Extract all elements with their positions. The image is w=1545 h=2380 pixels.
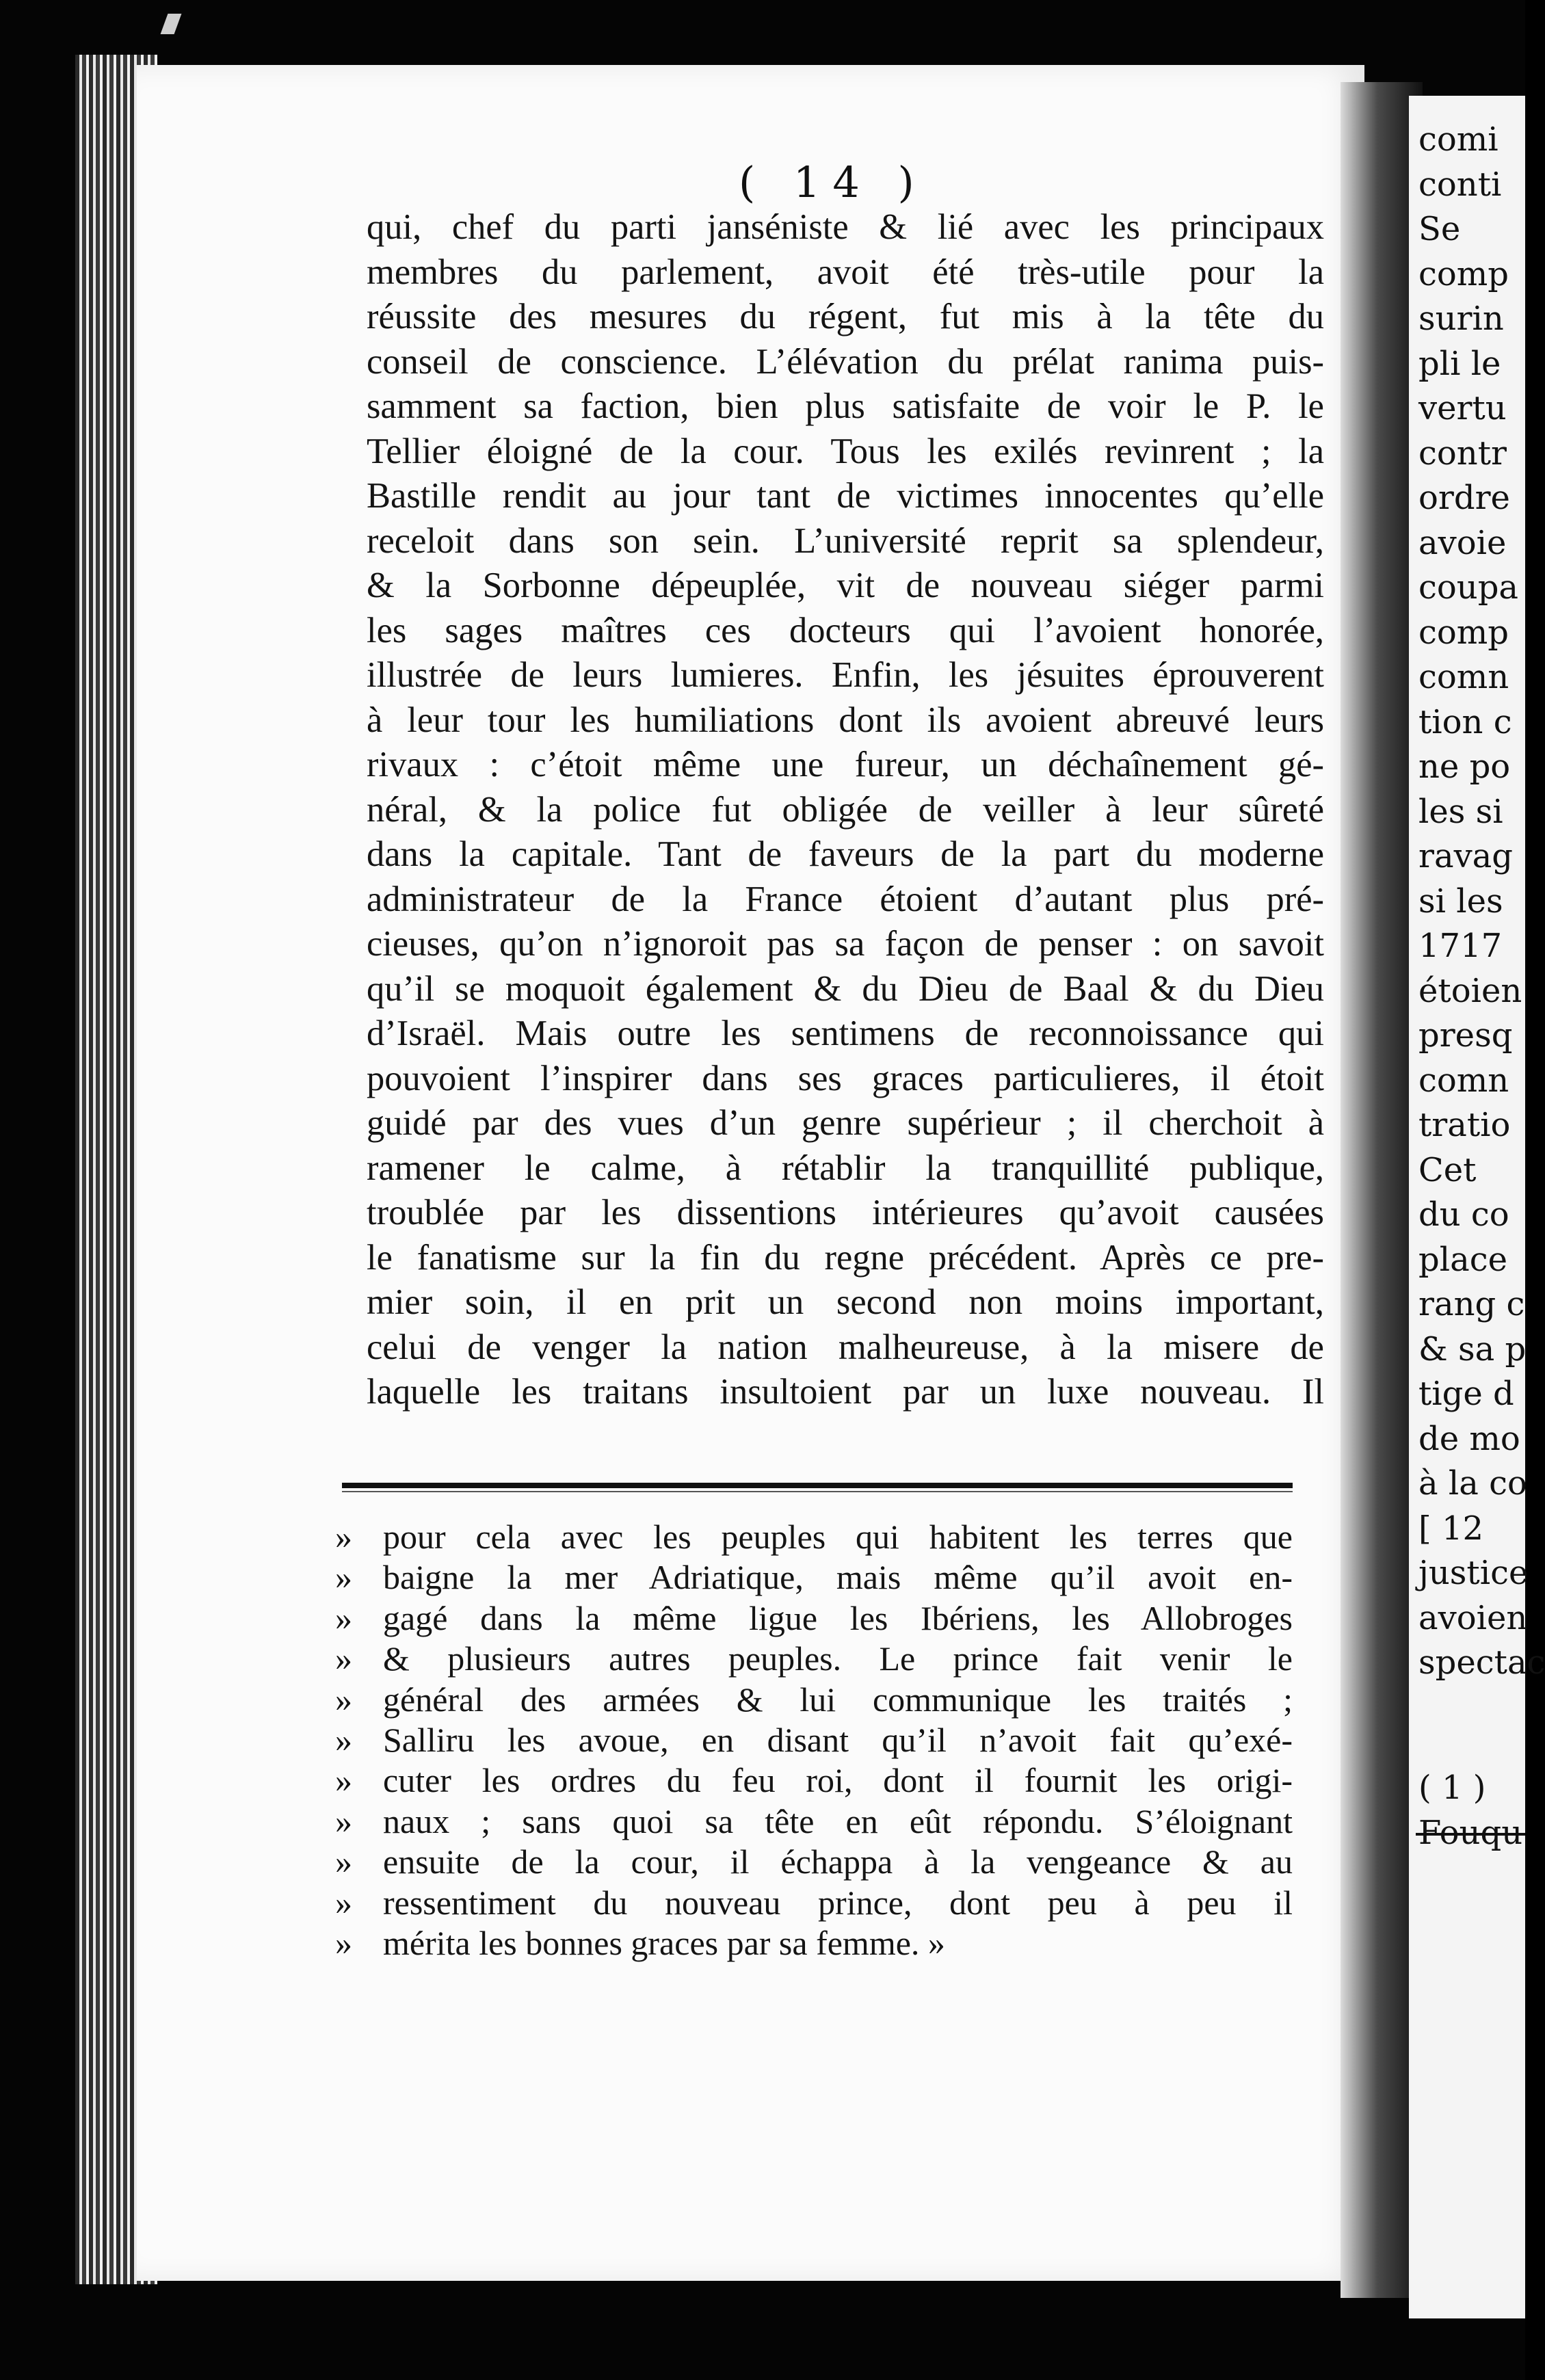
body-line: ramener le calme, à rétablir la tranquillité publique, — [367, 1148, 1324, 1188]
facing-page-line: Cet — [1418, 1150, 1477, 1189]
facing-page-line: ordre — [1418, 479, 1510, 517]
body-line: samment sa faction, bien plus satisfaite de voir le P. le — [367, 386, 1324, 426]
body-line: & la Sorbonne dépeuplée, vit de nouveau siéger parmi — [367, 566, 1324, 605]
body-line: receloit dans son sein. L’université reprit sa splendeur, — [367, 520, 1324, 561]
facing-page-line: coupa — [1418, 568, 1519, 607]
corner-mark — [161, 14, 182, 34]
facing-page-line: Fouqu — [1418, 1813, 1523, 1852]
quote-mark: » — [335, 1842, 352, 1881]
facing-page-line: contr — [1418, 434, 1507, 473]
quote-mark: » — [335, 1761, 352, 1800]
facing-page-line: conti — [1418, 165, 1502, 204]
quote-mark: » — [335, 1680, 352, 1719]
main-text-block — [367, 205, 1324, 1415]
facing-page-line: à la co — [1418, 1464, 1527, 1503]
note-line — [335, 1680, 1293, 1720]
facing-page-line: comp — [1418, 254, 1509, 293]
note-line — [335, 1760, 1293, 1801]
note-line — [335, 1720, 1293, 1760]
body-line: réussite des mesures du régent, fut mis à la tête du — [367, 297, 1324, 336]
note-line — [335, 1801, 1293, 1842]
facing-page-line: & sa p — [1418, 1330, 1527, 1368]
note-line — [335, 1639, 1293, 1679]
facing-page-line: pli le — [1418, 344, 1501, 383]
quote-mark: » — [335, 1801, 352, 1840]
facing-page-line: du co — [1418, 1195, 1509, 1234]
facing-page-line: comn — [1418, 1061, 1509, 1100]
body-line: qui, chef du parti janséniste & lié avec les principaux — [367, 207, 1324, 247]
facing-page-fragment — [1409, 96, 1545, 2318]
body-line: Bastille rendit au jour tant de victimes innocentes qu’elle — [367, 476, 1324, 516]
note-line — [335, 1517, 1293, 1557]
note-text: & plusieurs autres peuples. Le prince fait venir le — [383, 1639, 1293, 1678]
note-text: baigne la mer Adriatique, mais même qu’il avoit en- — [383, 1558, 1293, 1597]
facing-page-line: [ 12 — [1418, 1509, 1484, 1548]
facing-page-line: comn — [1418, 658, 1509, 696]
body-line: guidé par des vues d’un genre supérieur ; il cherchoit à — [367, 1103, 1324, 1143]
body-line: administrateur de la France étoient d’autant plus pré- — [367, 879, 1324, 919]
note-text: gagé dans la même ligue les Ibériens, les Allobroges — [383, 1598, 1293, 1637]
footnote-separator-rule-thin — [342, 1491, 1293, 1492]
note-text: naux ; sans quoi sa tête en eût répondu. S’éloignant — [383, 1801, 1293, 1840]
body-line: néral, & la police fut obligée de veiller à leur sûreté — [367, 789, 1324, 830]
note-text: pour cela avec les peuples qui habitent les terres que — [383, 1518, 1293, 1556]
body-line: dans la capitale. Tant de faveurs de la part du moderne — [367, 834, 1324, 874]
quote-mark: » — [335, 1518, 352, 1556]
facing-page-line: rang c — [1418, 1285, 1525, 1323]
facing-page-line: étoien — [1418, 971, 1522, 1010]
facing-page-line: ne po — [1418, 748, 1511, 786]
facing-page-line: comp — [1418, 613, 1509, 652]
body-line: rivaux : c’étoit même une fureur, un déchaînement gé- — [367, 745, 1324, 784]
body-line: Tellier éloigné de la cour. Tous les exilés revinrent ; la — [367, 431, 1324, 471]
facing-page-line: si les — [1418, 882, 1503, 921]
quote-mark: » — [335, 1598, 352, 1637]
facing-page-line: tige d — [1418, 1375, 1514, 1413]
body-line: d’Israël. Mais outre les sentimens de reconnoissance qui — [367, 1014, 1324, 1053]
quote-mark: » — [335, 1883, 352, 1922]
note-line — [335, 1883, 1293, 1923]
body-line: conseil de conscience. L’élévation du prélat ranima puis- — [367, 341, 1324, 382]
facing-page-line: de mo — [1418, 1419, 1520, 1458]
facing-page-line: surin — [1418, 300, 1504, 338]
body-line: pouvoient l’inspirer dans ses graces particulieres, il étoit — [367, 1058, 1324, 1098]
body-line: membres du parlement, avoit été très-utile pour la — [367, 252, 1324, 292]
note-text: cuter les ordres du feu roi, dont il fournit les origi- — [383, 1761, 1293, 1800]
body-line: troublée par les dissentions intérieures qu’avoit causées — [367, 1193, 1324, 1232]
facing-page-line: tratio — [1418, 1106, 1511, 1144]
quote-mark: » — [335, 1558, 352, 1597]
facing-page-line: ( 1 ) — [1418, 1769, 1486, 1807]
note-text: général des armées & lui communique les traités ; — [383, 1680, 1293, 1719]
body-line: laquelle les traitans insultoient par un luxe nouveau. Il — [367, 1372, 1324, 1412]
body-line: cieuses, qu’on n’ignoroit pas sa façon de penser : on savoit — [367, 924, 1324, 964]
facing-page-line: 1717 — [1418, 927, 1503, 965]
body-line: les sages maîtres ces docteurs qui l’avoient honorée, — [367, 610, 1324, 650]
body-line: celui de venger la nation malheureuse, à la misere de — [367, 1327, 1324, 1367]
quote-mark: » — [335, 1720, 352, 1759]
body-line: le fanatisme sur la fin du regne précédent. Après ce pre- — [367, 1237, 1324, 1278]
footnote-separator-rule — [342, 1483, 1293, 1488]
note-text: ressentiment du nouveau prince, dont peu à peu il — [383, 1883, 1293, 1922]
note-text: Salliru les avoue, en disant qu’il n’avoit fait qu’exé- — [383, 1720, 1293, 1759]
facing-page-line: vertu — [1418, 389, 1507, 427]
facing-page-line: Se — [1418, 210, 1461, 248]
note-text: mérita les bonnes graces par sa femme. » — [383, 1923, 945, 1962]
facing-page-line: presq — [1418, 1016, 1513, 1055]
facing-page-line: avoien — [1418, 1598, 1528, 1637]
facing-page-line: comi — [1418, 120, 1498, 159]
facing-page-line: tion c — [1418, 702, 1512, 741]
note-line — [335, 1923, 1293, 1964]
body-line: mier soin, il en prit un second non moins important, — [367, 1282, 1324, 1322]
note-text: ensuite de la cour, il échappa à la vengeance & au — [383, 1842, 1293, 1881]
body-line: qu’il se moquoit également & du Dieu de Baal & du Dieu — [367, 968, 1324, 1009]
facing-page-line: ravag — [1418, 837, 1514, 875]
quote-mark: » — [335, 1639, 352, 1678]
facing-page-line: les si — [1418, 792, 1503, 831]
facing-page-line: justice — [1418, 1554, 1529, 1592]
body-line: à leur tour les humiliations dont ils avoient abreuvé leurs — [367, 700, 1324, 740]
note-line — [335, 1598, 1293, 1639]
facing-page-line: spectac — [1418, 1643, 1545, 1682]
footnote-block — [335, 1517, 1293, 1964]
page-number-header: ( 14 ) — [739, 157, 927, 207]
facing-page-line: avoie — [1418, 523, 1507, 562]
note-line — [335, 1557, 1293, 1598]
note-line — [335, 1842, 1293, 1882]
body-line: illustrée de leurs lumieres. Enfin, les jésuites éprouverent — [367, 655, 1324, 695]
facing-page-line: place — [1418, 1240, 1507, 1279]
quote-mark: » — [335, 1923, 352, 1962]
